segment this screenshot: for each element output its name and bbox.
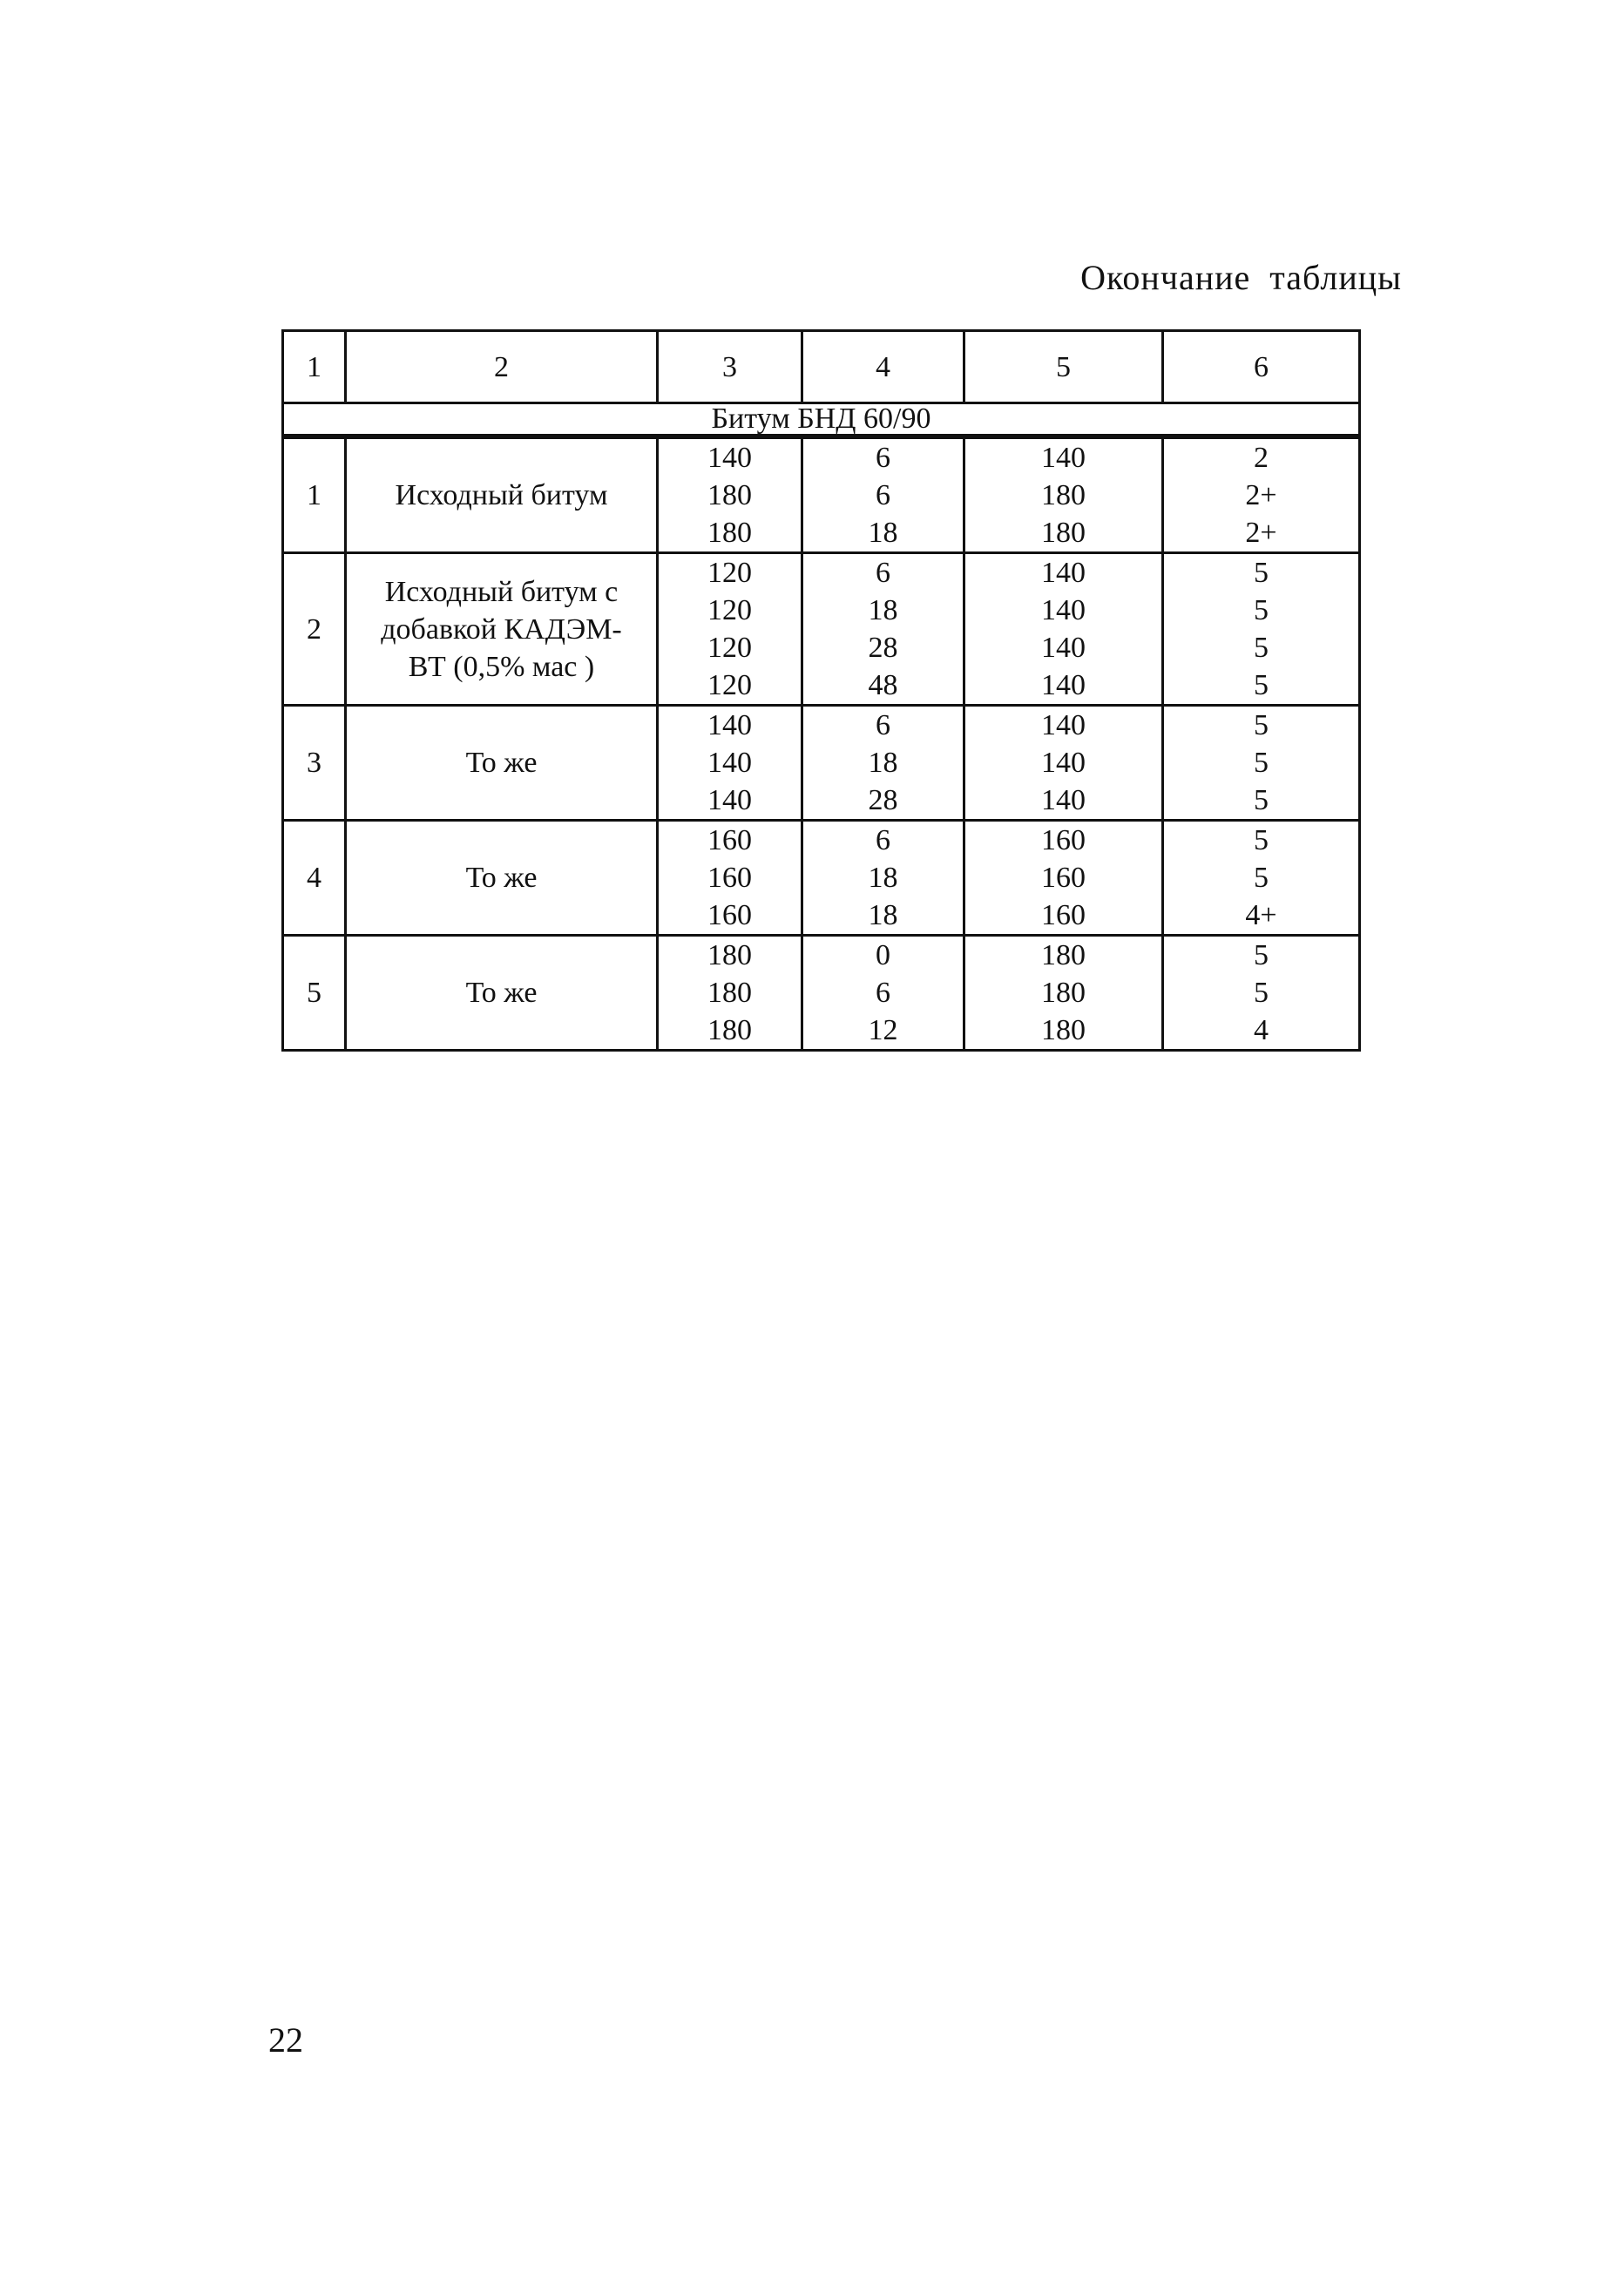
- cell-value: 28: [868, 632, 898, 664]
- row-description: То же: [346, 706, 658, 821]
- row-number: 3: [283, 706, 346, 821]
- cell-value: 18: [868, 899, 898, 931]
- cell-value: 180: [1041, 479, 1086, 511]
- cell-value: 160: [707, 899, 752, 931]
- value-cell-c6: [1163, 821, 1360, 936]
- cell-value: 140: [1041, 557, 1086, 589]
- page-number: 22: [268, 2020, 303, 2060]
- column-header: 4: [802, 331, 964, 403]
- cell-value: 5: [1254, 747, 1269, 779]
- cell-value: 160: [707, 862, 752, 894]
- cell-value: 180: [1041, 977, 1086, 1009]
- column-header: 2: [346, 331, 658, 403]
- row-description: То же: [346, 821, 658, 936]
- row-description: То же: [346, 936, 658, 1051]
- value-cell-c4: [802, 706, 964, 821]
- cell-value: 5: [1254, 594, 1269, 626]
- cell-value: 140: [707, 784, 752, 816]
- value-cell-c5: [964, 821, 1163, 936]
- cell-value: 5: [1254, 632, 1269, 664]
- cell-value: 4: [1254, 1014, 1269, 1046]
- value-cell-c5: [964, 936, 1163, 1051]
- cell-value: 6: [876, 709, 890, 741]
- cell-value: 140: [1041, 594, 1086, 626]
- cell-value: 140: [1041, 747, 1086, 779]
- value-cell-c3: [658, 553, 802, 706]
- cell-value: 12: [868, 1014, 898, 1046]
- cell-value: 140: [1041, 669, 1086, 701]
- cell-value: 180: [707, 517, 752, 549]
- cell-value: 2: [1254, 442, 1269, 474]
- cell-value: 4+: [1245, 899, 1277, 931]
- cell-value: 140: [707, 442, 752, 474]
- value-cell-c5: [964, 553, 1163, 706]
- value-cell-c4: [802, 553, 964, 706]
- cell-value: 160: [707, 824, 752, 856]
- cell-value: 140: [1041, 709, 1086, 741]
- value-cell-c4: [802, 821, 964, 936]
- cell-value: 160: [1041, 899, 1086, 931]
- cell-value: 120: [707, 669, 752, 701]
- table-row: [283, 936, 1360, 1051]
- cell-value: 5: [1254, 939, 1269, 971]
- value-cell-c4: [802, 936, 964, 1051]
- value-cell-c3: [658, 821, 802, 936]
- value-cell-c6: [1163, 706, 1360, 821]
- cell-value: 180: [707, 977, 752, 1009]
- row-number: 4: [283, 821, 346, 936]
- group-title-row: [283, 403, 1360, 437]
- cell-value: 2+: [1245, 479, 1277, 511]
- cell-value: 140: [707, 747, 752, 779]
- cell-value: 180: [1041, 1014, 1086, 1046]
- value-cell-c5: [964, 436, 1163, 553]
- cell-value: 5: [1254, 784, 1269, 816]
- column-header: 6: [1163, 331, 1360, 403]
- value-cell-c4: [802, 436, 964, 553]
- cell-value: 0: [876, 939, 890, 971]
- cell-value: 5: [1254, 977, 1269, 1009]
- cell-value: 120: [707, 594, 752, 626]
- cell-value: 6: [876, 977, 890, 1009]
- cell-value: 180: [1041, 517, 1086, 549]
- cell-value: 140: [1041, 442, 1086, 474]
- cell-value: 18: [868, 747, 898, 779]
- cell-value: 18: [868, 594, 898, 626]
- row-number: 5: [283, 936, 346, 1051]
- cell-value: 18: [868, 862, 898, 894]
- group-title: Битум БНД 60/90: [283, 403, 1360, 437]
- table-row: [283, 821, 1360, 936]
- value-cell-c6: [1163, 436, 1360, 553]
- table-continuation-caption: Окончание таблицы: [1080, 258, 1402, 297]
- cell-value: 180: [1041, 939, 1086, 971]
- column-number-row: [283, 331, 1360, 403]
- cell-value: 180: [707, 1014, 752, 1046]
- value-cell-c6: [1163, 553, 1360, 706]
- cell-value: 6: [876, 557, 890, 589]
- cell-value: 5: [1254, 557, 1269, 589]
- row-number: 1: [283, 436, 346, 553]
- cell-value: 2+: [1245, 517, 1277, 549]
- cell-value: 120: [707, 632, 752, 664]
- cell-value: 48: [868, 669, 898, 701]
- cell-value: 140: [1041, 632, 1086, 664]
- column-header: 3: [658, 331, 802, 403]
- value-cell-c3: [658, 706, 802, 821]
- cell-value: 28: [868, 784, 898, 816]
- cell-value: 140: [707, 709, 752, 741]
- cell-value: 5: [1254, 709, 1269, 741]
- value-cell-c6: [1163, 936, 1360, 1051]
- value-cell-c3: [658, 936, 802, 1051]
- cell-value: 18: [868, 517, 898, 549]
- data-table: [281, 329, 1361, 1052]
- cell-value: 5: [1254, 862, 1269, 894]
- cell-value: 120: [707, 557, 752, 589]
- cell-value: 140: [1041, 784, 1086, 816]
- cell-value: 5: [1254, 824, 1269, 856]
- cell-value: 6: [876, 442, 890, 474]
- cell-value: 6: [876, 479, 890, 511]
- cell-value: 160: [1041, 862, 1086, 894]
- column-header: 1: [283, 331, 346, 403]
- cell-value: 6: [876, 824, 890, 856]
- table-row: [283, 436, 1360, 553]
- cell-value: 180: [707, 479, 752, 511]
- row-number: 2: [283, 553, 346, 706]
- cell-value: 180: [707, 939, 752, 971]
- value-cell-c3: [658, 436, 802, 553]
- row-description: Исходный битум: [346, 436, 658, 553]
- cell-value: 5: [1254, 669, 1269, 701]
- column-header: 5: [964, 331, 1163, 403]
- table-row: [283, 706, 1360, 821]
- table-row: [283, 553, 1360, 706]
- row-description: Исходный битум с добавкой КАДЭМ-ВТ (0,5% мас ): [346, 553, 658, 706]
- value-cell-c5: [964, 706, 1163, 821]
- cell-value: 160: [1041, 824, 1086, 856]
